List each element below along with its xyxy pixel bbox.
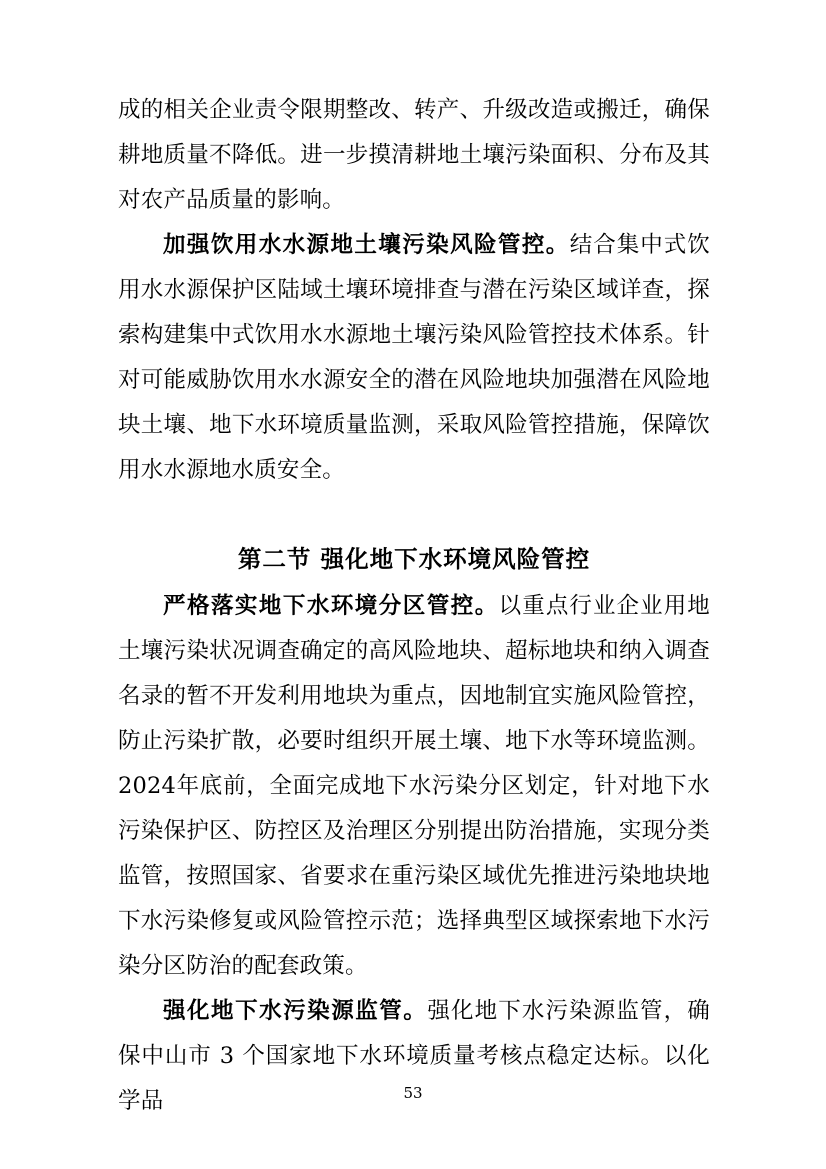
page-content	[118, 88, 710, 1124]
paragraph-body-groundwater-zoning: 以重点行业企业用地土壤污染状况调查确定的高风险地块、超标地块和纳入调查名录的暂不开发利用地块为重点，因地制宜实施风险管控，防止污染扩散，必要时组织开展土壤、地下水等环境监测。2024年底前，全面完成地下水污染分区划定，针对地下水污染保护区、防控区及治理区分别提出防治措施，实现分类监管，按照国家、省要求在重污染区域优先推进污染地块地下水污染修复或风险管控示范；选择典型区域探索地下水污染分区防治的配套政策。	[118, 593, 710, 979]
paragraph-groundwater-source-supervision	[118, 989, 710, 1124]
paragraph-body-drinking-water: 结合集中式饮用水水源保护区陆域土壤环境排查与潜在污染区域详查，探索构建集中式饮用水水源地土壤污染风险管控技术体系。针对可能威胁饮用水水源安全的潜在风险地块加强潜在风险地块土壤、地下水环境质量监测，采取风险管控措施，保障饮用水水源地水质安全。	[118, 232, 711, 483]
paragraph-continuation: 成的相关企业责令限期整改、转产、升级改造或搬迁，确保耕地质量不降低。进一步摸清耕地土壤污染面积、分布及其对农产品质量的影响。	[118, 97, 710, 213]
paragraph-drinking-water-soil	[118, 223, 710, 493]
section-heading: 第二节 强化地下水环境风险管控	[237, 545, 591, 573]
paragraph-lead-drinking-water: 加强饮用水水源地土壤污染风险管控。	[163, 232, 570, 258]
paragraph-body-source-supervision: 强化地下水污染源监管，确保中山市 3 个国家地下水环境质量考核点稳定达标。以化学品	[118, 998, 710, 1114]
paragraph-lead-groundwater-zoning: 严格落实地下水环境分区管控。	[163, 593, 499, 619]
paragraph-groundwater-zoning	[118, 584, 710, 989]
paragraph-lead-source-supervision: 强化地下水污染源监管。	[163, 998, 428, 1024]
page-number: 53	[403, 1084, 423, 1102]
